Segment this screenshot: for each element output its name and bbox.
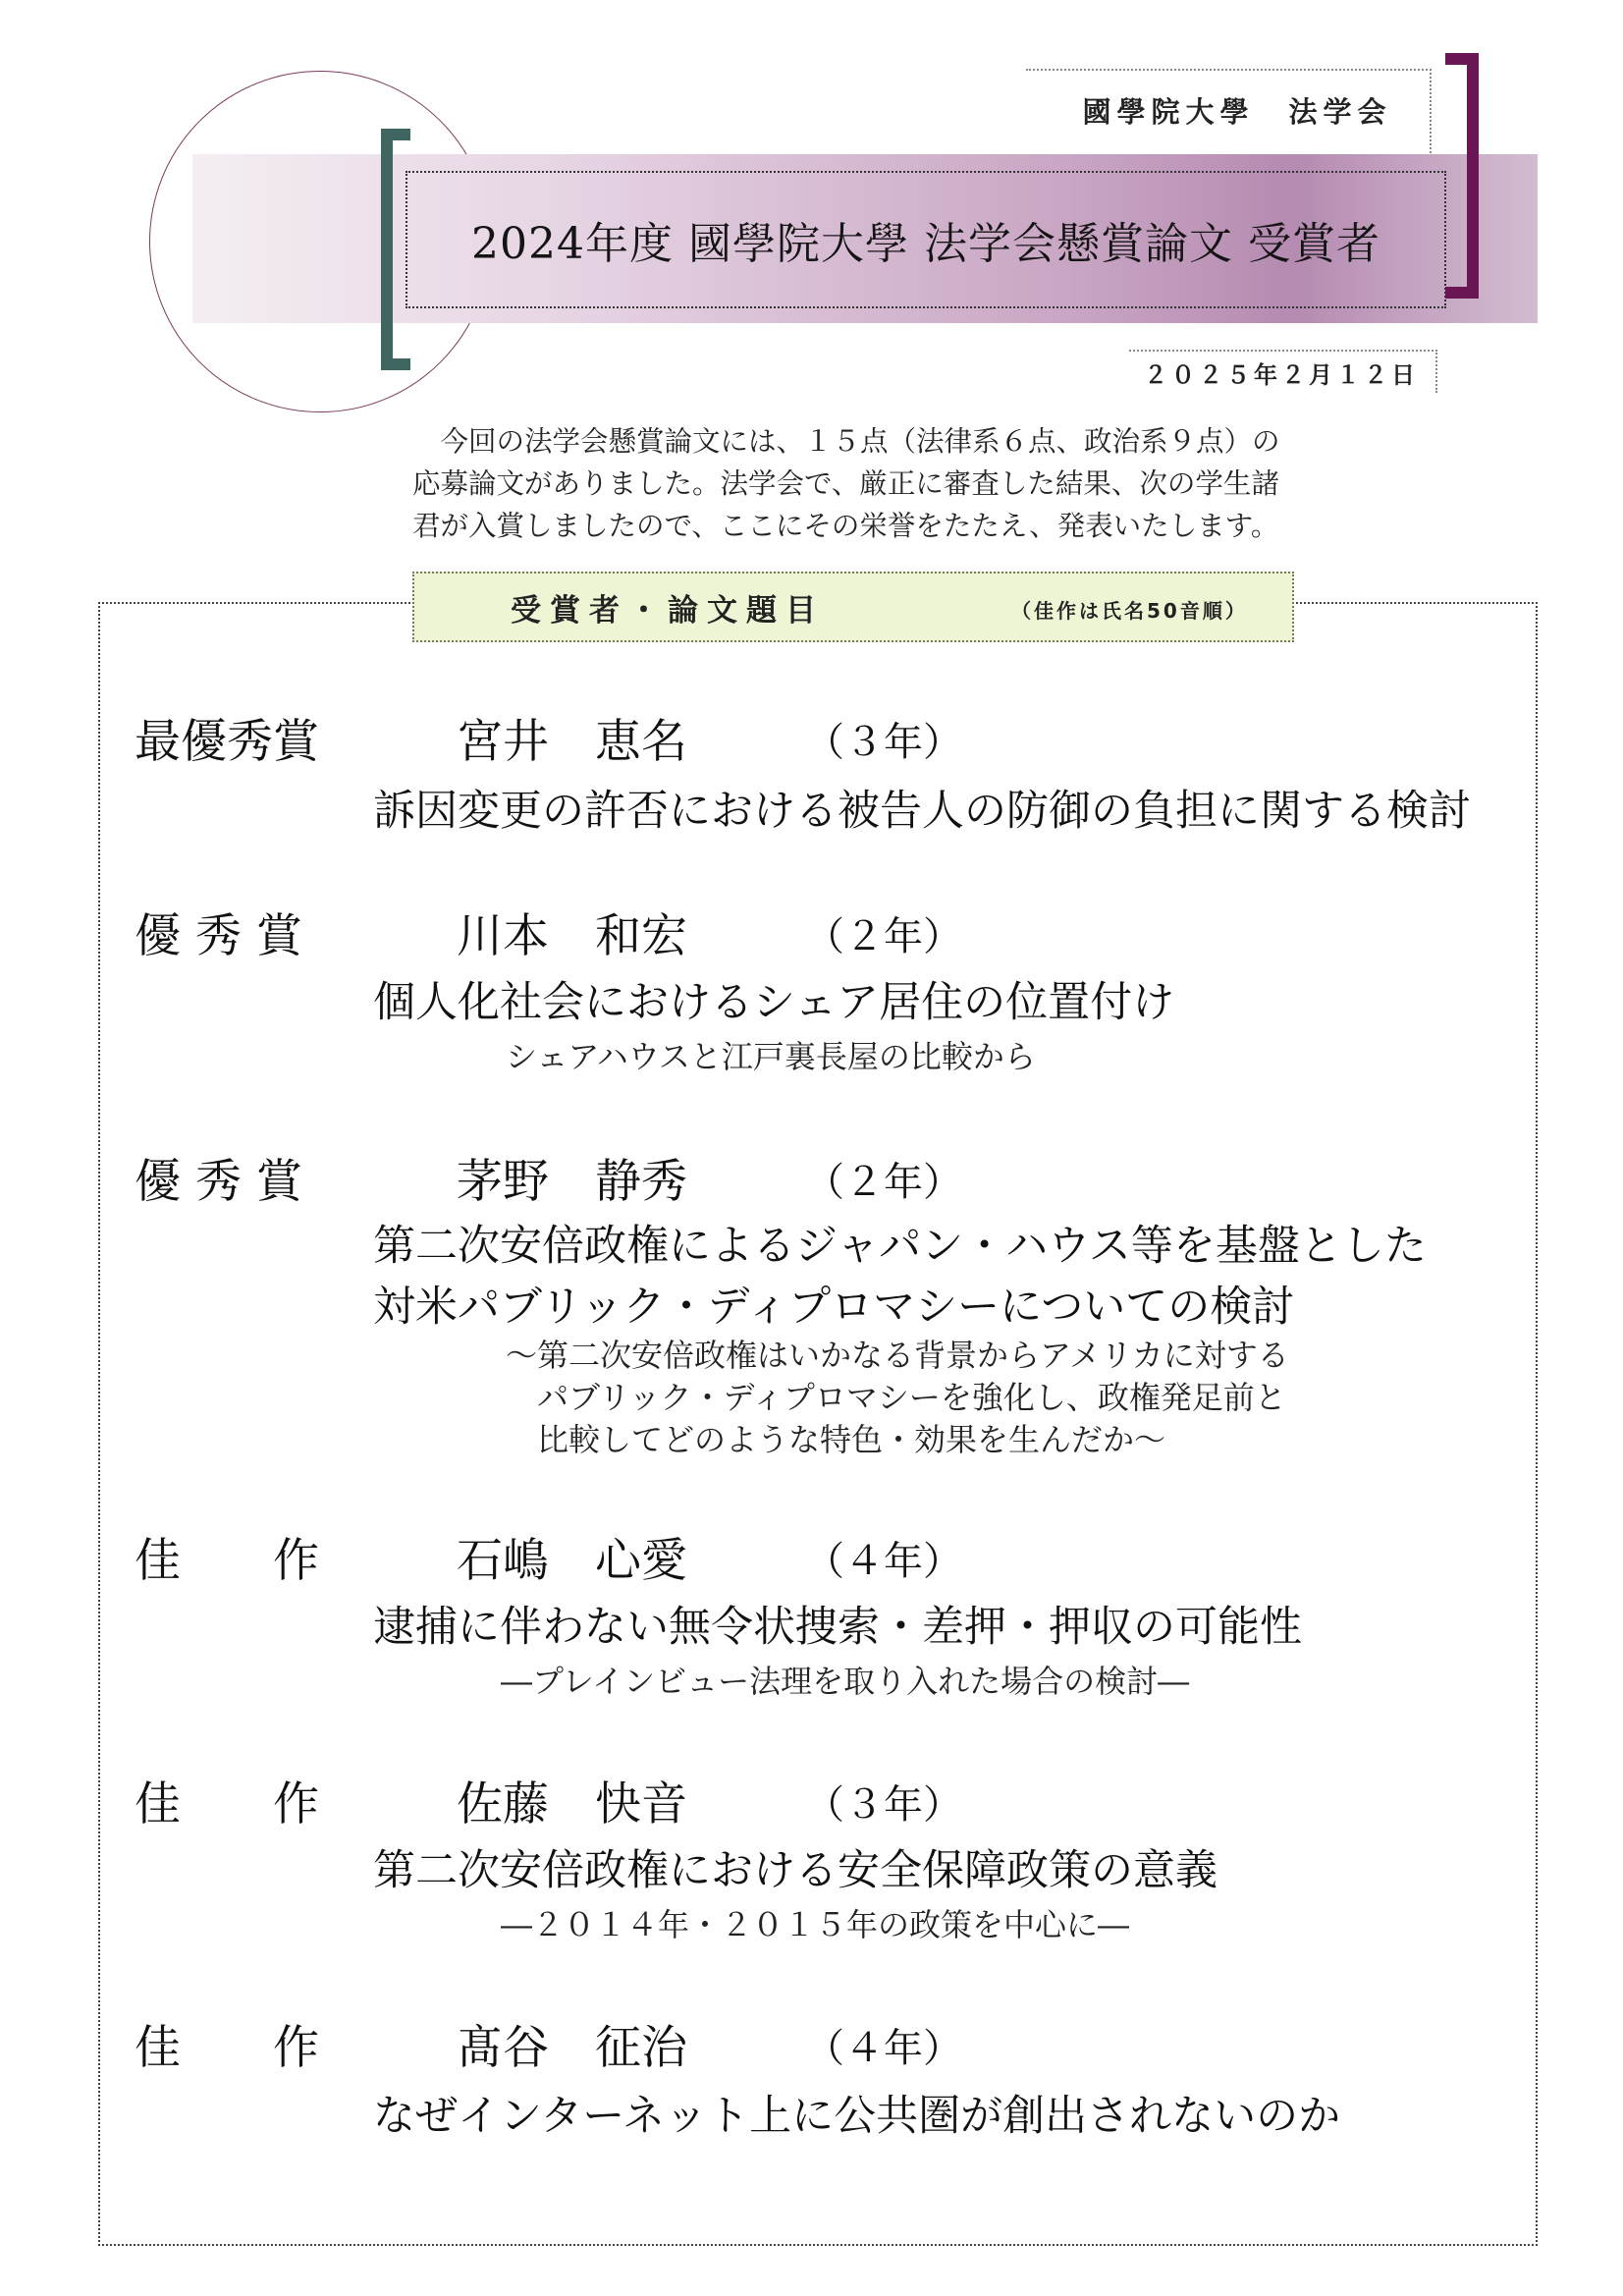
paper-subtitle: 比較してどのような特色・効果を生んだか～ — [506, 1421, 1166, 1458]
announcement-date: ２０２５年２月１２日 — [1144, 361, 1419, 389]
recipient-name: 茅野 静秀 — [457, 1155, 687, 1209]
intro-paragraph — [412, 420, 1492, 547]
award-label: 佳 作 — [135, 2021, 319, 2075]
section-note: （佳作は氏名50音順） — [1011, 599, 1248, 623]
recipient-name: 髙谷 征治 — [457, 2021, 687, 2075]
award-label: 優 秀 賞 — [135, 909, 302, 963]
recipient-name: 石嶋 心愛 — [457, 1534, 687, 1588]
recipient-name: 佐藤 快音 — [457, 1777, 687, 1831]
paper-title: 訴因変更の許否における被告人の防御の負担に関する検討 — [373, 787, 1471, 836]
paper-title: 対米パブリック・ディプロマシーについての検討 — [373, 1283, 1295, 1332]
award-label: 優 秀 賞 — [135, 1155, 302, 1209]
award-label: 佳 作 — [135, 1534, 319, 1588]
recipient-year: （３年） — [805, 1782, 962, 1828]
paper-subtitle: シェアハウスと江戸裏長屋の比較から — [506, 1038, 1036, 1075]
paper-title: 個人化社会におけるシェア居住の位置付け — [373, 978, 1175, 1027]
intro-line: 今回の法学会懸賞論文には、１５点（法律系６点、政治系９点）の — [412, 425, 1280, 458]
award-label: 佳 作 — [135, 1777, 319, 1831]
organization-name: 國學院大學 法学会 — [1082, 95, 1392, 129]
recipient-year: （３年） — [805, 720, 962, 765]
award-label: 最優秀賞 — [135, 715, 319, 769]
page-title: 2024年度 國學院大學 法学会懸賞論文 受賞者 — [471, 219, 1380, 269]
paper-subtitle: ―２０１４年・２０１５年の政策を中心に― — [501, 1906, 1130, 1943]
intro-line: 応募論文がありました。法学会で、厳正に審査した結果、次の学生諸 — [412, 467, 1279, 500]
recipient-name: 宮井 恵名 — [457, 715, 687, 769]
left-bracket-decoration — [381, 129, 410, 370]
paper-subtitle: ―プレインビュー法理を取り入れた場合の検討― — [501, 1663, 1190, 1700]
paper-title: なぜインターネット上に公共圏が創出されないのか — [373, 2092, 1341, 2141]
paper-title: 第二次安倍政権における安全保障政策の意義 — [373, 1846, 1217, 1895]
section-title: 受賞者・論文題目 — [511, 593, 825, 629]
recipient-year: （４年） — [805, 2026, 962, 2071]
recipient-year: （４年） — [805, 1539, 962, 1584]
recipient-year: （２年） — [805, 914, 962, 959]
recipient-name: 川本 和宏 — [457, 909, 687, 963]
paper-title: 逮捕に伴わない無令状捜索・差押・押収の可能性 — [373, 1603, 1302, 1652]
paper-subtitle: ～第二次安倍政権はいかなる背景からアメリカに対する — [506, 1337, 1289, 1374]
recipient-year: （２年） — [805, 1160, 962, 1205]
intro-line: 君が入賞しましたので、ここにその栄誉をたたえ、発表いたします。 — [412, 510, 1279, 542]
paper-title: 第二次安倍政権によるジャパン・ハウス等を基盤とした — [373, 1222, 1427, 1271]
right-bracket-decoration — [1445, 53, 1479, 299]
paper-subtitle: パブリック・ディプロマシーを強化し、政権発足前と — [506, 1379, 1286, 1416]
